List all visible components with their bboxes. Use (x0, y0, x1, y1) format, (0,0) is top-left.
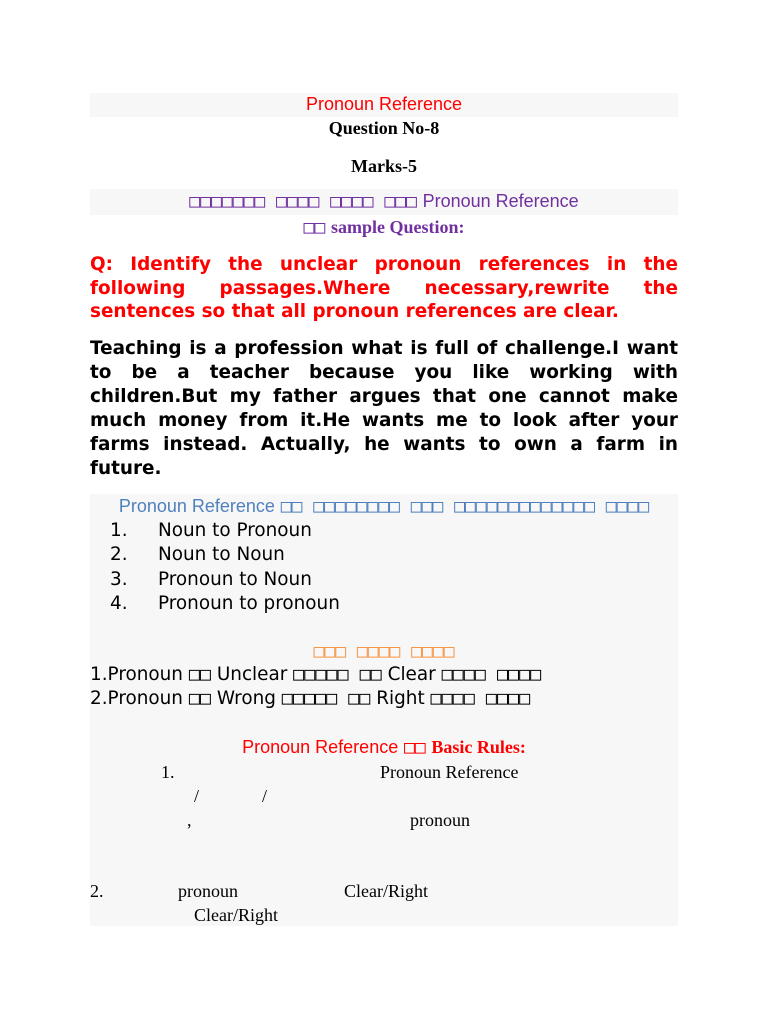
task-1-clear: Clear (387, 664, 436, 685)
list-item-text: Noun to Pronoun (158, 520, 312, 541)
rule-2-pronoun: pronoun (178, 881, 238, 901)
intro-line-1 (90, 191, 678, 212)
task-1-unclear: Unclear (216, 664, 288, 685)
rules-heading-tail: Basic Rules: (431, 737, 526, 757)
rule-2-number: 2. (90, 881, 104, 901)
task-2-bengali-b: □□□□□ □□ (281, 688, 371, 709)
intro-topic: Pronoun Reference (422, 191, 579, 211)
task-2-bengali-a: □□ (188, 688, 211, 709)
question-number: Question No-8 (328, 118, 440, 138)
list-item-text: Pronoun to Noun (158, 568, 312, 590)
list-item-text: Noun to Noun (158, 544, 285, 566)
marks-label: Marks-5 (351, 156, 417, 176)
task-line-1 (90, 664, 678, 685)
intro-sample-question: sample Question: (330, 217, 465, 237)
rule-1-slash-a: / (194, 786, 200, 806)
task-line-2 (90, 688, 678, 709)
task-2-bengali-c: □□□□ □□□□ (430, 688, 531, 709)
rule-1-pronoun: pronoun (410, 810, 470, 830)
list-item-number: 3. (110, 568, 128, 590)
list-item (110, 592, 670, 616)
tasks-heading (90, 641, 678, 662)
types-heading (90, 496, 678, 517)
list-item-number: 1. (110, 520, 128, 541)
types-heading-label: Pronoun Reference (118, 496, 275, 516)
list-item-number: 4. (110, 592, 128, 614)
rule-1-comma: , (187, 810, 192, 830)
doc-title: Pronoun Reference (305, 94, 463, 114)
rule-1-number: 1. (161, 762, 175, 782)
list-item (110, 568, 670, 592)
rule-1-term: Pronoun Reference (380, 762, 519, 782)
list-item (110, 519, 670, 543)
task-2-prefix: 2.Pronoun (90, 688, 183, 709)
rule-1-slash-b: / (262, 786, 268, 806)
intro-bengali-text-2: □□ (303, 217, 326, 238)
tasks-heading-bengali: □□□ □□□□ □□□□ (313, 641, 455, 662)
list-item-number: 2. (110, 544, 128, 566)
question-passage: Teaching is a profession what is full of challenge.I want to be a teacher because you like working with children.But my father argues that one cannot make much money from it.He wants me to look after your farms instead. Actually, he wants to own a farm in future. (90, 338, 678, 479)
task-1-prefix: 1.Pronoun (90, 664, 183, 685)
rules-heading-bengali: □□ (403, 737, 426, 758)
task-2-wrong: Wrong (216, 688, 276, 709)
question-prompt: Q: Identify the unclear pronoun references in the following passages.Where necessary,rewrite the sentences so that all pronoun references are clear. (90, 254, 678, 322)
types-list (110, 519, 670, 616)
list-item-text: Pronoun to pronoun (158, 592, 340, 614)
task-2-right: Right (376, 688, 425, 709)
intro-line-2 (90, 217, 678, 238)
task-1-bengali-b: □□□□□ □□ (293, 664, 382, 685)
rules-heading-label: Pronoun Reference (242, 737, 399, 757)
rules-heading (90, 737, 678, 758)
intro-bengali-text: □□□□□□□ □□□□ □□□□ □□□ (189, 191, 417, 212)
list-item (110, 543, 670, 567)
rule-2-clear-right-2: Clear/Right (194, 905, 278, 925)
task-1-bengali-a: □□ (188, 664, 211, 685)
types-heading-bengali: □□ □□□□□□□□ □□□ □□□□□□□□□□□□□ □□□□ (280, 496, 650, 517)
rule-2-clear-right: Clear/Right (344, 881, 428, 901)
task-1-bengali-c: □□□□ □□□□ (441, 664, 542, 685)
